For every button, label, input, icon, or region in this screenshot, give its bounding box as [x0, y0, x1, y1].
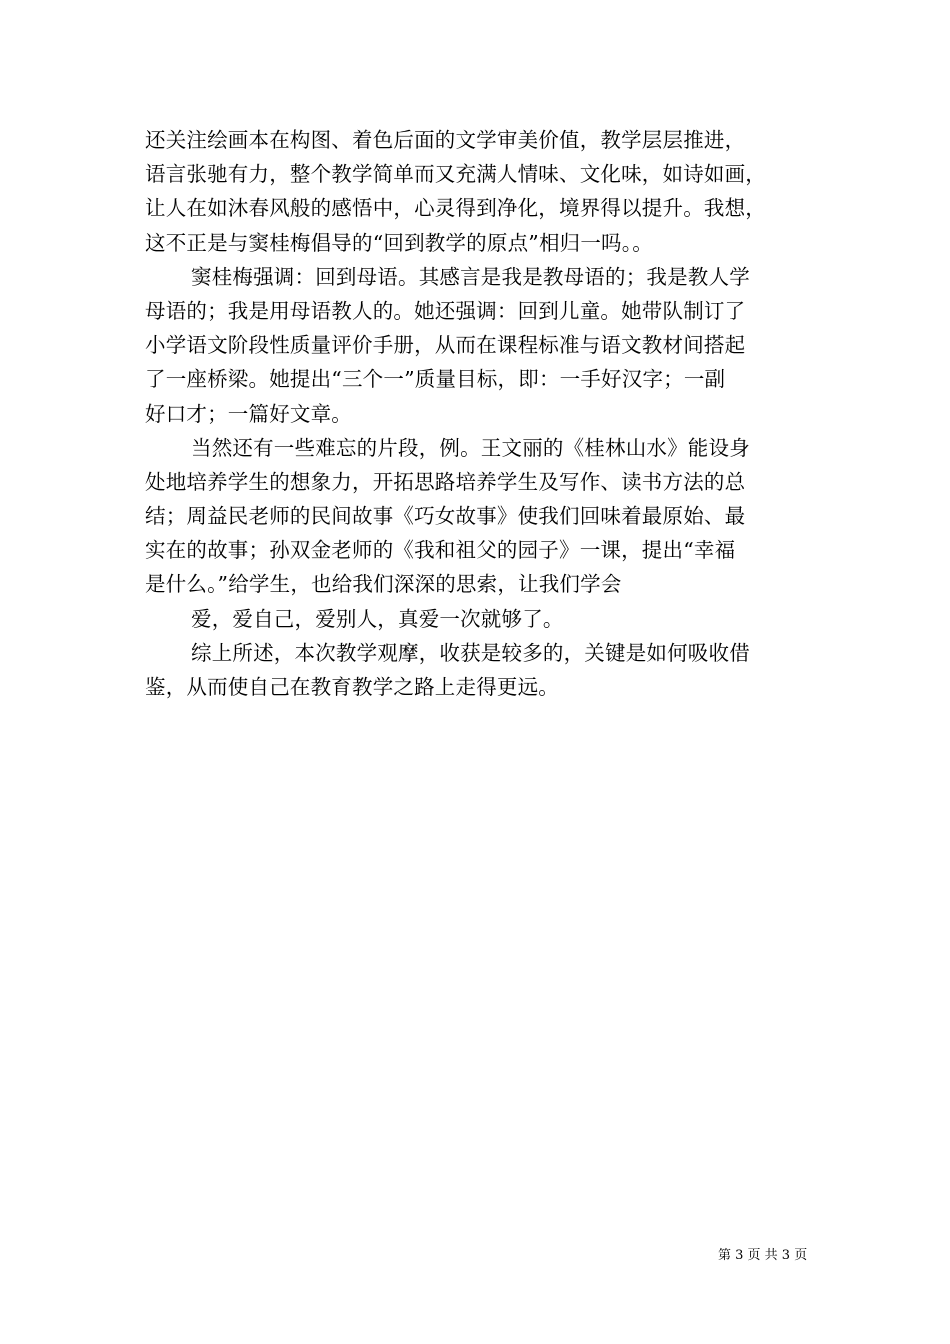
document-body: [145, 123, 810, 704]
paragraph-line: 结；周益民老师的民间故事《巧女故事》使我们回味着最原始、最: [145, 504, 746, 529]
page-number-footer: 第 3 页 共 3 页: [718, 1248, 808, 1263]
paragraph-line: 还关注绘画本在构图、着色后面的文学审美价值，教学层层推进，: [145, 128, 746, 152]
paragraph-3: [145, 431, 810, 602]
paragraph-line: 好口才；一篇好文章。: [145, 401, 352, 426]
paragraph-line: 语言张驰有力，整个教学简单而又充满人情味、文化味，如诗如画，: [145, 162, 766, 187]
paragraph-line: 了一座桥梁。她提出“三个一”质量目标，即：一手好汉字；一副: [145, 367, 726, 392]
paragraph-line: 母语的；我是用母语教人的。她还强调：回到儿童。她带队制订了: [145, 298, 746, 323]
paragraph-line: 鉴，从而使自己在教育教学之路上走得更远。: [145, 675, 559, 699]
paragraph-line: 让人在如沐春风般的感悟中，心灵得到净化，境界得以提升。我想，: [145, 196, 766, 221]
paragraph-line: 小学语文阶段性质量评价手册，从而在课程标准与语文教材间搭起: [145, 333, 746, 358]
paragraph-line: 爱，爱自己，爱别人，真爱一次就够了。: [191, 606, 564, 631]
paragraph-line: 窦桂梅强调：回到母语。其感言是我是教母语的；我是教人学: [191, 264, 750, 289]
paragraph-line: 这不正是与窦桂梅倡导的“回到教学的原点”相归一吗。。: [145, 230, 653, 255]
paragraph-4: [145, 602, 810, 636]
paragraph-5: [145, 636, 810, 704]
paragraph-line: 是什么。”给学生，也给我们深深的思索，让我们学会: [145, 572, 622, 597]
paragraph-line: 综上所述，本次教学观摩，收获是较多的，关键是如何吸收借: [191, 640, 750, 665]
paragraph-1: [145, 123, 810, 260]
paragraph-line: 实在的故事；孙双金老师的《我和祖父的园子》一课，提出“幸福: [145, 538, 736, 563]
paragraph-2: [145, 260, 810, 431]
paragraph-line: 处地培养学生的想象力，开拓思路培养学生及写作、读书方法的总: [145, 469, 746, 494]
paragraph-line: 当然还有一些难忘的片段，例。王文丽的《桂林山水》能设身: [191, 435, 750, 460]
